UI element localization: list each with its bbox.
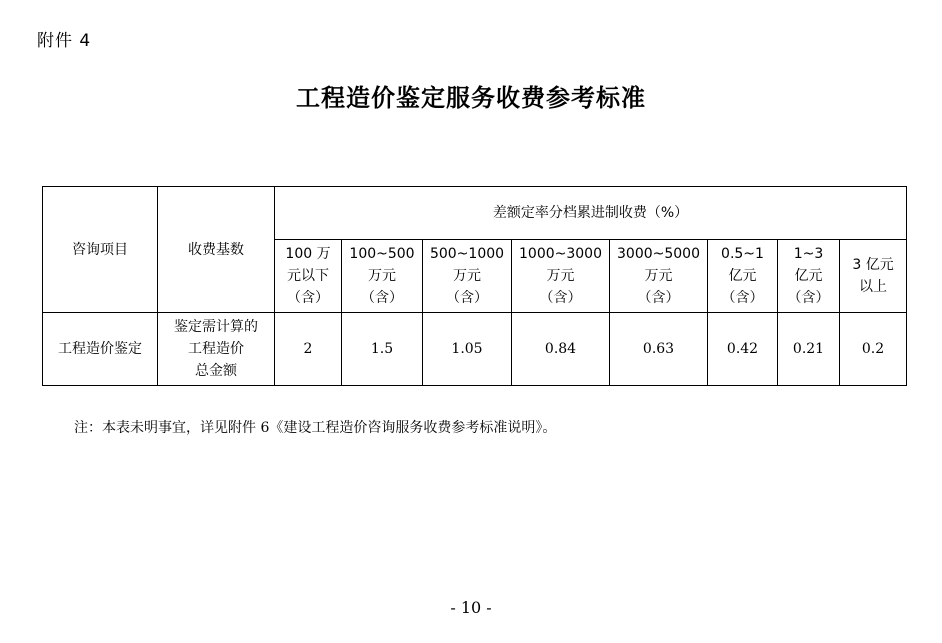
tier-header: [840, 240, 907, 313]
row-base-line: 工程造价: [188, 341, 244, 357]
page-number: - 10 -: [450, 598, 492, 617]
row-base-line: 总金额: [195, 363, 237, 379]
table-row: [43, 313, 907, 386]
tier-header: [610, 240, 708, 313]
row-base-line: 鉴定需计算的: [174, 319, 258, 335]
rate-value: 2: [275, 313, 342, 386]
tier-header: [342, 240, 423, 313]
fee-table: [42, 186, 907, 386]
tier-inclusive: （含）: [539, 290, 582, 306]
tier-unit: 亿元: [728, 268, 757, 284]
header-rate-group: 差额定率分档累进制收费（%）: [275, 187, 907, 240]
tier-range: 3000~5000: [617, 246, 700, 262]
tier-unit: 万元: [453, 268, 481, 284]
tier-inclusive: （含）: [446, 290, 488, 306]
rate-value: 1.5: [342, 313, 423, 386]
tier-unit: 万元: [368, 268, 396, 284]
tier-header: [778, 240, 840, 313]
tier-range: 100 万: [285, 246, 331, 262]
rate-value: 0.21: [778, 313, 840, 386]
tier-inclusive: （含）: [287, 290, 329, 306]
tier-inclusive: （含）: [721, 290, 764, 306]
table-note: 注：本表未明事宜，详见附件 6《建设工程造价咨询服务收费参考标准说明》。: [74, 420, 557, 436]
tier-range: 1000~3000: [519, 246, 602, 262]
tier-header: [708, 240, 778, 313]
row-item: 工程造价鉴定: [43, 313, 158, 386]
tier-inclusive: （含）: [787, 290, 830, 306]
tier-header: [512, 240, 610, 313]
rate-value: 0.42: [708, 313, 778, 386]
tier-header: [423, 240, 512, 313]
tier-unit: 万元: [546, 268, 575, 284]
rate-value: 0.63: [610, 313, 708, 386]
rate-value: 1.05: [423, 313, 512, 386]
tier-range: 3 亿元: [852, 257, 894, 273]
tier-range: 100~500: [349, 246, 415, 262]
tier-range: 0.5~1: [721, 246, 764, 262]
tier-unit: 以上: [859, 279, 888, 295]
tier-unit: 万元: [644, 268, 673, 284]
page-title: 工程造价鉴定服务收费参考标准: [296, 84, 646, 112]
tier-range: 500~1000: [429, 246, 505, 262]
tier-inclusive: （含）: [637, 290, 680, 306]
tier-range: 1~3: [793, 246, 824, 262]
header-row-1: [43, 187, 907, 240]
tier-unit: 元以下: [287, 268, 329, 284]
tier-unit: 亿元: [794, 268, 823, 284]
rate-value: 0.84: [512, 313, 610, 386]
tier-inclusive: （含）: [361, 290, 403, 306]
header-item: 咨询项目: [43, 187, 158, 313]
attachment-label: 附件 4: [37, 31, 92, 51]
row-base: [158, 313, 275, 386]
header-base: 收费基数: [158, 187, 275, 313]
tier-header: [275, 240, 342, 313]
rate-value: 0.2: [840, 313, 907, 386]
